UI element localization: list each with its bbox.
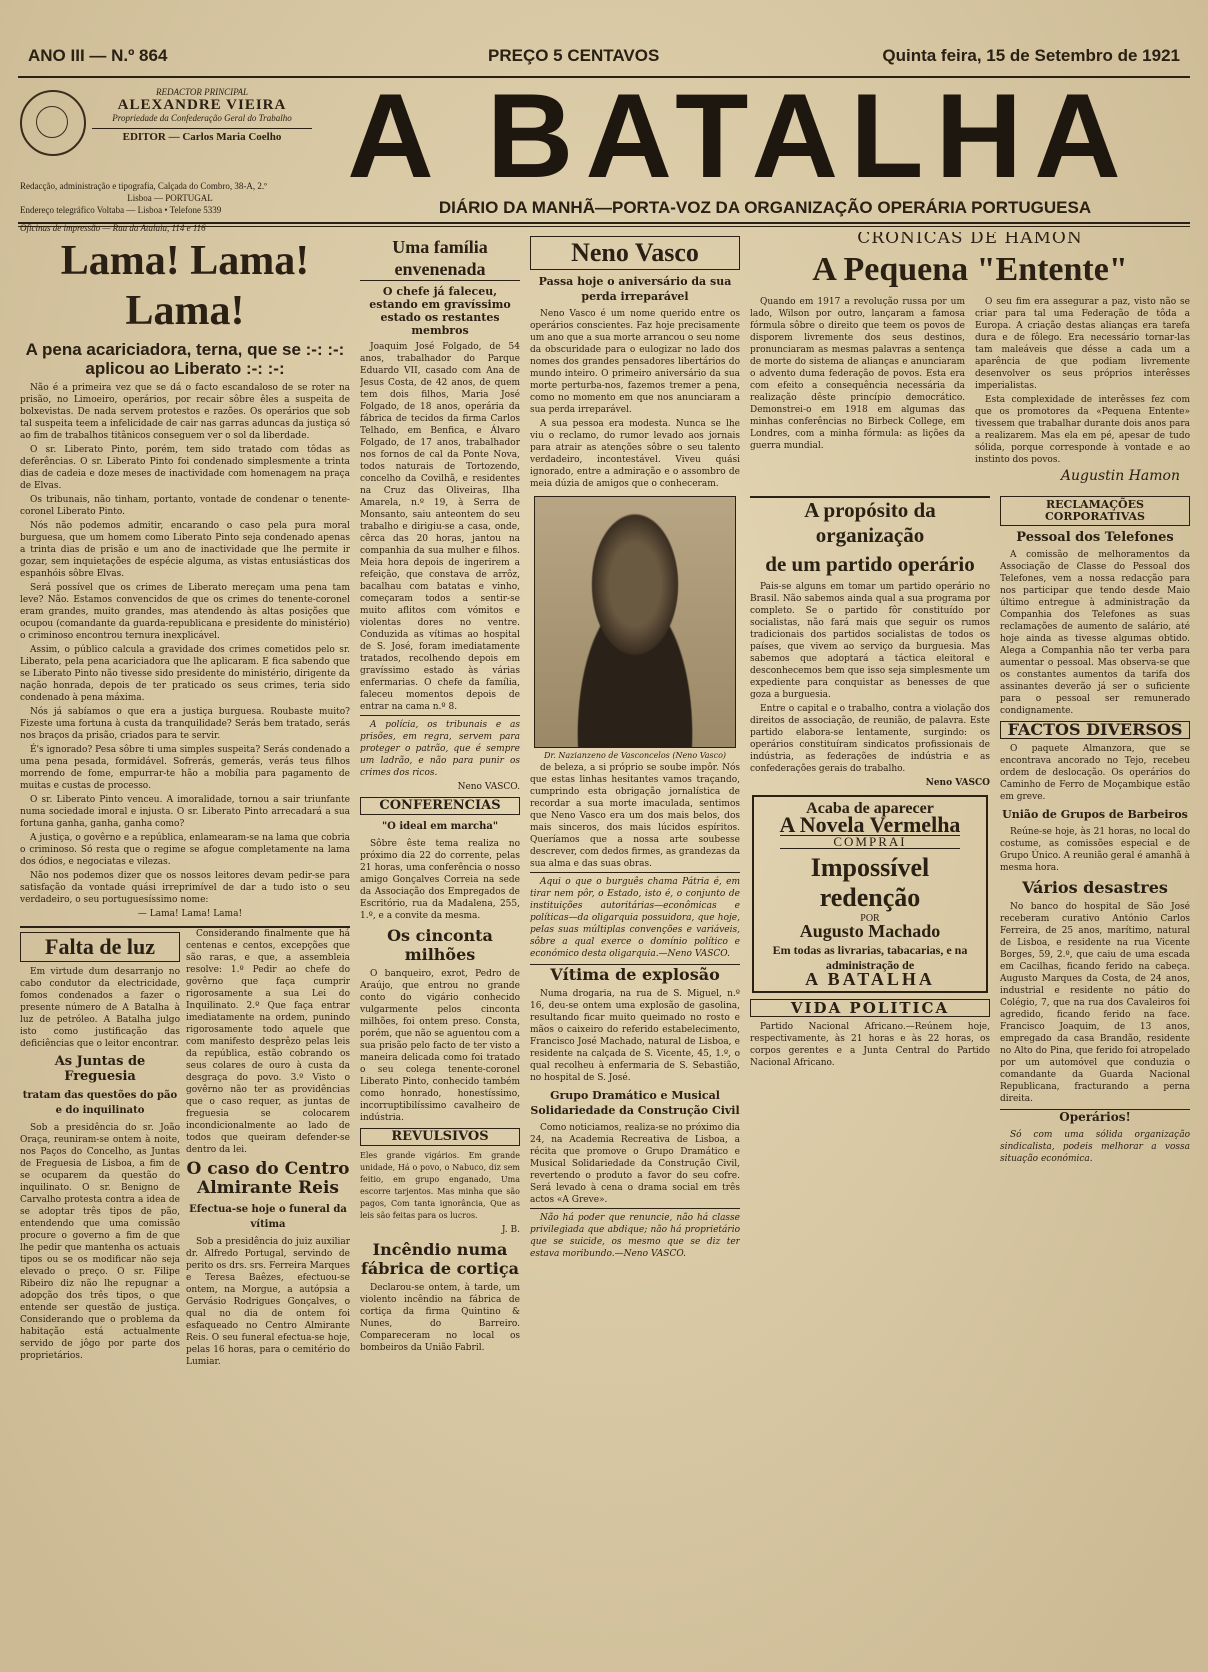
neno-vasco-portrait [534, 496, 736, 748]
newspaper-subtitle: DIÁRIO DA MANHÃ—PORTA-VOZ DA ORGANIZAÇÃO OPERÁRIA PORTUGUESA [438, 198, 1092, 217]
article-paragraph: Não é a primeira vez que se dá o facto escandaloso de se roter na prisão, no Limoeiro, operários, por recair sôbre êles a suspeita de bolxevistas. De nada servem protestos e razões. Os operários que sob tal suspeita teem a infelicidade de cair nas garras aduncas da justiça só ao fim de trabalhos titânicos conseguem ver o sol da liberdade. [20, 383, 350, 441]
organizacao-article [750, 492, 990, 1167]
familia-headline: Uma família envenenada [360, 236, 520, 281]
masthead-rule [18, 222, 1190, 224]
vida-politica-title: VIDA POLITICA [750, 999, 990, 1017]
column-5 [1000, 492, 1190, 1167]
article-paragraph: Nós não podemos admitir, encarando o caso pela pura moral burguesa, que um homem como Liberato Pinto seja condenado apenas a trinta dias de prisão e um ano de inactividade que lhe permite ir gozar, sem inquietações de espécie alguma, as vistas entusiásticas dos espanhóis sôbre Elvas. [20, 521, 350, 579]
desastres-title: Vários desastres [1022, 878, 1168, 897]
incendio-title: Incêndio numa fábrica de cortiça [361, 1240, 519, 1278]
hamon-columns [750, 296, 1190, 486]
article-paragraph: Não nos podemos dizer que os nossos leitores devam pedir-se para satisfação da vontade quási irreprimível de dar a tudo isto o seu verdadeiro, o seu portuguesíssimo nome: [20, 871, 350, 905]
factos-title: FACTOS DIVERSOS [1000, 721, 1190, 739]
quote-text: A polícia, os tribunais e as prisões, em regra, servem para proteger o patrão, que é sempre um ladrão, e não para punir os crimes dos ricos. [360, 715, 520, 779]
reclamacoes-title: RECLAMAÇÕES CORPORATIVAS [1000, 496, 1190, 526]
neno-subhead: Passa hoje o aniversário da sua perda irreparável [538, 275, 732, 303]
organizacao-signature: Neno VASCO [925, 778, 990, 788]
centro-title: O caso do Centro Almirante Reis [186, 1159, 350, 1198]
quote-author: Neno VASCO. [457, 782, 520, 792]
article-paragraph: Os tribunais, não tinham, portanto, vontade de condenar o tenente-coronel Liberato Pinto. [20, 495, 350, 517]
organizacao-title-2: de um partido operário [765, 552, 975, 576]
date: Quinta feira, 15 de Setembro de 1921 [882, 46, 1180, 65]
vida-politica-text: Partido Nacional Africano.—Reúnem hoje, respectivamente, às 21 horas e às 22 horas, os corpos gerentes e a Junta Central do Partido Nacional Africano. [750, 1022, 990, 1068]
city: Lisboa — PORTUGAL [127, 193, 213, 203]
hamon-text-a: Quando em 1917 a revolução russa por um lado, Wilson por outro, lançaram a famosa fórmula sôbre o direito que teem os povos de disporem livremente dos seus destinos, pronunciaram as mesmas palavras a sentença de morte do sistema de alianças e anunciaram o advento duma federação de povos. Esta era com efeito a consequência necessária da realização dêste princípio democrático. Demonstrei-o em 1918 em algumas das minhas conferências no Birbeck College, em Londres, com a minha fórmula: as lições da guerra mundial. [750, 297, 965, 451]
organizacao-text: Pais-se alguns em tomar um partido operário no Brasil. Não sabemos ainda qual a sua programa por completo. Se o partido fôr constituído por socialistas, não fará mais que seguir os rumos tradicionais dos partidos socialistas de todos os países, que vivem ao serviço da burguesia. Mas sabemos que adoptará a táctica eleitoral e desconhecemos bem que isso seja simplesmente um expediente para conquistar as benesses de que goza a burguesia. [750, 582, 990, 700]
editor: EDITOR — Carlos Maria Coelho [92, 128, 312, 144]
operarios-text: Só com uma sólida organização sindicalista, podeis melhorar a vossa situação económica. [1000, 1130, 1190, 1164]
neno-text-3: de beleza, a si próprio se soube impôr. Nós que estas linhas hesitantes vamos traçando, cumprindo esta obrigação jornalística de recordar a sua morte imaculada, sentimos que Neno Vasco era um dos mais belos, dos mais sinceros, dos mais lúcidos espíritos. Queríamos que a nossa arte soubesse descrever, com dedos firmes, as grandezas da sua alma e das suas obras. [530, 763, 740, 869]
masthead-info [20, 86, 320, 236]
neno-text-2: A sua pessoa era modesta. Nunca se lhe viu o reclamo, do rumor levado aos jornais para atrair as atenções sôbre o seu talento verdadeiro, incontestável. Viveu quási ignorado, entre a admiração e o assombro de meia dúzia de amigos que o conheceram. [530, 419, 740, 489]
workshop: Oficinas de impressão — Rua da Atalaia, 114 e 116 [20, 223, 206, 233]
falta-text: Em virtude dum desarranjo no cabo condutor da electricidade, fomos condenados a fazer o presente número de A Batalha à luz de petróleo. A Batalha julgo isto como justificação das deficiências que o leitor encontrar. [20, 967, 180, 1049]
ad-where: Em todas as livrarias, tabacarias, e na administração de [772, 943, 968, 972]
conferencias-title: CONFERENCIAS [360, 797, 520, 815]
nao-quote: Não há poder que renuncie, não há classe privilegiada que abdique; não há proprietário que se suicide, os mesmo que se diz ter estava moribundo.—Neno VASCO. [530, 1208, 740, 1260]
redactor-block [92, 86, 312, 144]
juntas-title: As Juntas de Freguesia [54, 1054, 146, 1084]
milhoes-title: Os cinconta milhões [387, 926, 493, 964]
masthead-rule-thin [18, 226, 1190, 227]
vitima-title: Vítima de explosão [530, 964, 740, 984]
headline-lama: Lama! Lama! Lama! [60, 238, 310, 334]
incendio-text: Declarou-se ontem, à tarde, um violento incêndio na fábrica de cortiça da firma Quintino & Nunes, do Barreiro. Compareceram no local os bombeiros da União Fabril. [360, 1283, 520, 1353]
hamon-text-b: O seu fim era assegurar a paz, visto não se criar para tal uma Federação de tôda a Europa. A criação destas alianças era tarefa dura e de fôlego. Era necessário tornar-las tam maleáveis que désse a cada um a aparência de que podiam livremente desenvolver os seus próprios interêsses imperialistas. [975, 297, 1190, 391]
operarios-title: Operários! [1000, 1109, 1190, 1125]
ad-line-1: Acaba de aparecer [806, 800, 934, 817]
confederation-seal-icon [20, 90, 86, 156]
revulsivos-signature: J. B. [501, 1225, 520, 1235]
juntas-text: Sob a presidência do sr. João Oraça, reuniram-se ontem à noite, nos Paços do Concelho, as Juntas de Freguesia de Lisboa, a fim de se ocuparem da questão do inquilinato. O sr. Benigno de Carvalho protesta contra a idea de se adoptar três tipos de pão, entendendo que uma comissão procure o governo a fim de que lhe pedir que mantenha os actuais tipos ou se os modificar não seja elevado o preço. O sr. Filipe Ribeiro diz não lhe repugnar a adopção dos três tipos, o que entende ser questão de justiça. Considerando que o problema da habitação está actualmente servido de jôgo por parte dos proprietários. [20, 1123, 180, 1361]
hamon-signature: Augustin Hamon [1060, 468, 1180, 484]
telegraph: Endereço telegráfico Voltaba — Lisboa • Telefone 5339 [20, 205, 222, 215]
juntas-continued: Considerando finalmente que há centenas e centos, excepções que são raras, e que, a assembleia resolve: 1.º Pedir ao chefe do govêrno que faça cumprir rigorosamente a sua Lei do Inquilinato. 2.º Que faça entrar imediatamente na ordem, punindo rigorosamente todo aquele que com manifesto desprêzo pelas leis da república, estão cobrando os seus colares de ouro à custa da desgraça do povo. 3.º Visto o govêrno não ter as providências que o caso requer, as juntas de freguesia se colocarem incondicionalmente ao lado de todos que queiram defender-se dentro da lei. [186, 929, 350, 1155]
organizacao-text-2: Entre o capital e o trabalho, contra a violação dos direitos de associação, de reunião, de palavra. Este partido elabora-se lentamente, surgindo: os operários constituíram sindicatos profissionais de indústria, as federações de indústria e as confederações gerais do trabalho. [750, 704, 990, 774]
price: PREÇO 5 CENTAVOS [488, 46, 660, 65]
ad-line-3: COMPRAI [780, 835, 960, 849]
barbeiros-title: União de Grupos de Barbeiros [1002, 808, 1188, 821]
ad-publisher: A BATALHA [805, 969, 935, 989]
hamon-right [975, 296, 1190, 486]
subhead-lama: A pena acariciadora, terna, que se :-: :-: aplicou ao Liberato :-: :-: [25, 340, 345, 378]
familia-text: Joaquim José Folgado, de 54 anos, trabalhador do Parque Eduardo VII, casado com Ana de Jesus Costa, de 42 anos, de quem tem dois filhos, Maria José Folgado, de 18 anos, operária da fábrica de tecidos da firma Carlos Telhado, em Benfica, e Álvaro Folgado, de 17 anos, trabalhador nos fornos de cal da Ponte Nova, todos naturais de Tortozendo, concelho da Covilhã, e residentes na Cruz das Oliveiras, Ilha Amarela, n.º 19, à Serra de Monsanto, saiu anteontem do seu trabalho e dirigiu-se a casa, onde, cêrca das 20 horas, jantou na companhia da sua mulher e filhos. Meia hora depois de ingerirem a refeição, que constava de arrôz, bacalhau com batatas e vinho, começaram todos a sentir-se muito aflitos com vómitos e violentas dores no ventre. Conduzida as vítimas ao hospital de S. José, foram imediatamente tratados, recolhendo depois em gravíssimo estado às várias enfermarias. O chefe da família, faleceu momentos depois de entrar na cama n.º 8. [360, 342, 520, 712]
conferencias-text: Sôbre êste tema realiza no próximo dia 22 do corrente, pelas 21 horas, uma conferência o nosso amigo Gonçalves Correia na sede da Associação dos Empregados de Escritório, rua da Madalena, 255, 1.º, e a convite da mesma. [360, 839, 520, 921]
column-1 [20, 232, 350, 1652]
article-paragraph: Nós já sabíamos o que era a justiça burguesa. Roubaste muito? Fizeste uma fortuna à custa da tranquilidade? Serás bem tratado, serás nos braços da prisão, criados para te servir. [20, 707, 350, 741]
aqui-quote: Aqui o que o burguês chama Pátria é, em tirar nem pôr, o Estado, isto é, o conjunto de instituições autoritárias—econômicas e políticas—da oligarquia possuidora, que hoje, pelas suas múltiplas convenções e variáveis, sôbre a qual exerce o domínio político e económico desta oligarquia.—Neno VASCO. [530, 872, 740, 960]
barbeiros-text: Reúne-se hoje, às 21 horas, no local do costume, as comissões especial e de Grupo Único. A reunião geral é amanhã à mesma hora. [1000, 827, 1190, 873]
centro-subtitle: Efectua-se hoje o funeral da vítima [189, 1204, 347, 1230]
redactor-name: ALEXANDRE VIEIRA [117, 97, 287, 113]
ad-line-2: A Novela Vermelha [779, 812, 961, 837]
falta-title: Falta de luz [20, 932, 180, 962]
milhoes-text: O banqueiro, exrot, Pedro de Araújo, que entrou no grande conto do vigário conhecido vulgarmente pelos cinconta milhões, foi ontem preso. Consta, porém, que não se aguentou com a sua prisão pelo facto de ter visto a maneira delicada como foi tratado o seu colega tenente-coronel Liberato Pinto, conhecido também como honrado, honestíssimo, incorruptibilíssimo cavalheiro de indústria. [360, 969, 520, 1123]
cronica-label: CRONICAS DE HAMON [857, 232, 1083, 248]
left-subcolumn [20, 928, 180, 1364]
neno-headline: Neno Vasco [530, 236, 740, 270]
ad-author: Augusto Machado [799, 921, 941, 941]
revulsivos-text: Eles grande vigários. Em grande unidade, Há o povo, o Nabuco, diz sem feitio, em grupo enganado, Uma escorre tarjentos. Mas minha que são pagos, Com tanta ignorância, Que as leis são feitas para os lucros. [360, 1151, 520, 1220]
redactor-label: REDACTOR PRINCIPAL [156, 87, 248, 97]
ownership: Propriedade da Confederação Geral do Trabalho [112, 113, 292, 123]
article-paragraph: Assim, o público calcula a gravidade dos crimes cometidos pelo sr. Liberato, pela pena acariciadora que lhe aplicaram. E fica sabendo que se Liberato Pinto não tivesse sido presidente do ministério, dirigente da nação honrada, depois de ter praticado os seus crimes, teria sido condenado à pena máxima. [20, 645, 350, 703]
article-paragraph: É's ignorado? Pesa sôbre ti uma simples suspeita? Serás condenado a uma pena pesada, formidável. Sofrerás, gemerás, verás teus filhos morrendo de fome, empurrar-te hão a mobília para pagamento de muitas e custas de processo. [20, 745, 350, 791]
factos-text: O paquete Almanzora, que se encontrava ancorado no Tejo, recebeu ordem de deslocação. Os operários do Caminho de Ferro de Moçambique estão em greve. [1000, 744, 1190, 802]
centro-text: Sob a presidência do juiz auxiliar dr. Alfredo Portugal, servindo de perito os drs. srs. Ferreira Marques e Teresa Baêzes, efectuou-se ontem, na Morgue, a autópsia a Gervásio Rodrigues Gonçalves, o qual no dia de ontem foi esfaqueado no Centro Almirante Reis. O seu funeral efectua-se hoje, pelas 16 horas, para o cemitério do Lumiar. [186, 1237, 350, 1367]
telefones-title: Pessoal dos Telefones [1016, 530, 1174, 545]
article-paragraph: O sr. Liberato Pinto venceu. A imoralidade, tornou a sair triunfante numa sociedade imoral e injusta. O sr. Liberato Pinto arrecadará a sua fortuna ganha, ganha, ganha como? [20, 795, 350, 829]
grupo-text: Como noticiamos, realiza-se no próximo dia 24, na Academia Recreativa de Lisboa, a récita que promove o Grupo Dramático e Musical Solidariedade da Construção Civil, revertendo o produto a favor do seu cofre. Será levado à cena o drama social em três actos «A Greve». [530, 1123, 740, 1205]
issue-number: ANO III — N.º 864 [28, 46, 168, 65]
familia-subhead: O chefe já faleceu, estando em gravíssimo estado os restantes membros [369, 285, 511, 337]
desastres-text: No banco do hospital de São José receberam curativo António Carlos Ferreira, de 25 anos, marítimo, natural de Lisboa, e residente na rua Vicente Borges, 59, 2.º, que caiu de uma escada em Cacilhas, ficando ferido na cabeça. Augusto Marques da Costa, de 24 anos, industrial e residente no pátio do Colégio, 7, que na rua dos Cavaleiros foi agredido, ficando ferido na face. Francisco Joaquim, de 13 anos, empregado da casa Brandão, residente no Alto do Pina, que ferido foi atropelado por um automóvel que conduzia o comandante da Guarda Nacional Republicana, fracturando a perna direita. [1000, 902, 1190, 1104]
revulsivos-title: REVULSIVOS [360, 1128, 520, 1146]
organizacao-title-1: A propósito da organização [750, 496, 990, 548]
ad-por: POR [860, 913, 880, 924]
article-paragraph: O sr. Liberato Pinto, porém, tem sido tratado com tôdas as deferências. O sr. Liberato Pinto foi condenado simplesmente a trinta dias de cadeia e doze meses de inactividade com homenagem na praça de Elvas. [20, 445, 350, 491]
vitima-text: Numa drogaria, na rua de S. Miguel, n.º 16, deu-se ontem uma explosão de gasolina, resultando ficar muito queimado no rosto e mãos o caixeiro do referido estabelecimento, Francisco José Machado, natural de Lisboa, e residente na calçada de S. Vicente, 45, 1.º, o qual recolheu à enfermaria de S. Sebastião, no hospital de S. José. [530, 989, 740, 1083]
right-subcolumn [186, 928, 350, 1370]
column-3 [530, 232, 740, 1652]
address: Redacção, administração e tipografia, Calçada do Combro, 38-A, 2.º [20, 181, 267, 191]
portrait-caption: Dr. Nazianzeno de Vasconcelos (Neno Vasco) [543, 751, 727, 760]
lower-area [750, 492, 1190, 1167]
novela-advertisement [752, 795, 988, 993]
article-closing: — Lama! Lama! Lama! [137, 909, 243, 919]
column-2 [360, 232, 520, 1652]
article-paragraph: Será possível que os crimes de Liberato mereçam uma pena tam leve? Não. Estamos convencidos de que os crimes do tenente-coronel eram grandes, muito grandes, mas atendendo às altas posições que ocupou (comandante da guarda-republicana e presidente do ministério) o criminoso encontrou ternura inexplicável. [20, 583, 350, 641]
hamon-left [750, 296, 965, 486]
hamon-text-c: Esta complexidade de interêsses fez com que os promotores da «Pequena Entente» tivessem que trabalhar durante dois anos para a realizarem. Mas ela em pé, apesar de tudo sólida, porque corresponde à vontade e ao instinto dos povos. [975, 395, 1190, 465]
juntas-subtitle: tratam das questões do pão e do inquilinato [22, 1090, 178, 1116]
ad-book-title: Impossível redenção [810, 853, 930, 912]
article-paragraph: A justiça, o govêrno e a república, enlamearam-se na lama que cobria o criminoso. Só resta que o regime se afogue completamente na lama dos ódios, e negociatas e vilezas. [20, 833, 350, 867]
neno-text-1: Neno Vasco é um nome querido entre os operários conscientes. Faz hoje precisamente um ano que a sua morte arrancou o seu nome da obscuridade para o eulogizar no lado dos nomes dos grandes pensadores libertários do mundo inteiro. O primeiro aniversário da sua morte perturba-nos, fazemos tremer a pena, como no momento em que nos anunciaram a sua perda irreparável. [530, 309, 740, 415]
telefones-text: A comissão de melhoramentos da Associação de Classe do Pessoal dos Telefones, vem a nossa redacção para nos participar que tendo desde Maio último entregue à administração da Companhia dos Telefones as suas reclamações de aumento de salário, até hoje ainda as tivesse algumas obtido. Alega a Companhia não ter verba para aumentar o pessoal. Mas observa-se que os constantes aumentos da tarifa dos assinantes deverão já ser o suficiente para o pessoal ser remunerado condignamente. [1000, 550, 1190, 716]
pequena-entente-headline: A Pequena "Entente" [812, 251, 1128, 288]
grupo-title: Grupo Dramático e Musical Solidariedade da Construção Civil [530, 1089, 740, 1117]
newspaper-title: A BATALHA [347, 69, 1133, 203]
column-4 [750, 232, 1190, 1652]
conferencias-subtitle: "O ideal em marcha" [381, 821, 499, 832]
